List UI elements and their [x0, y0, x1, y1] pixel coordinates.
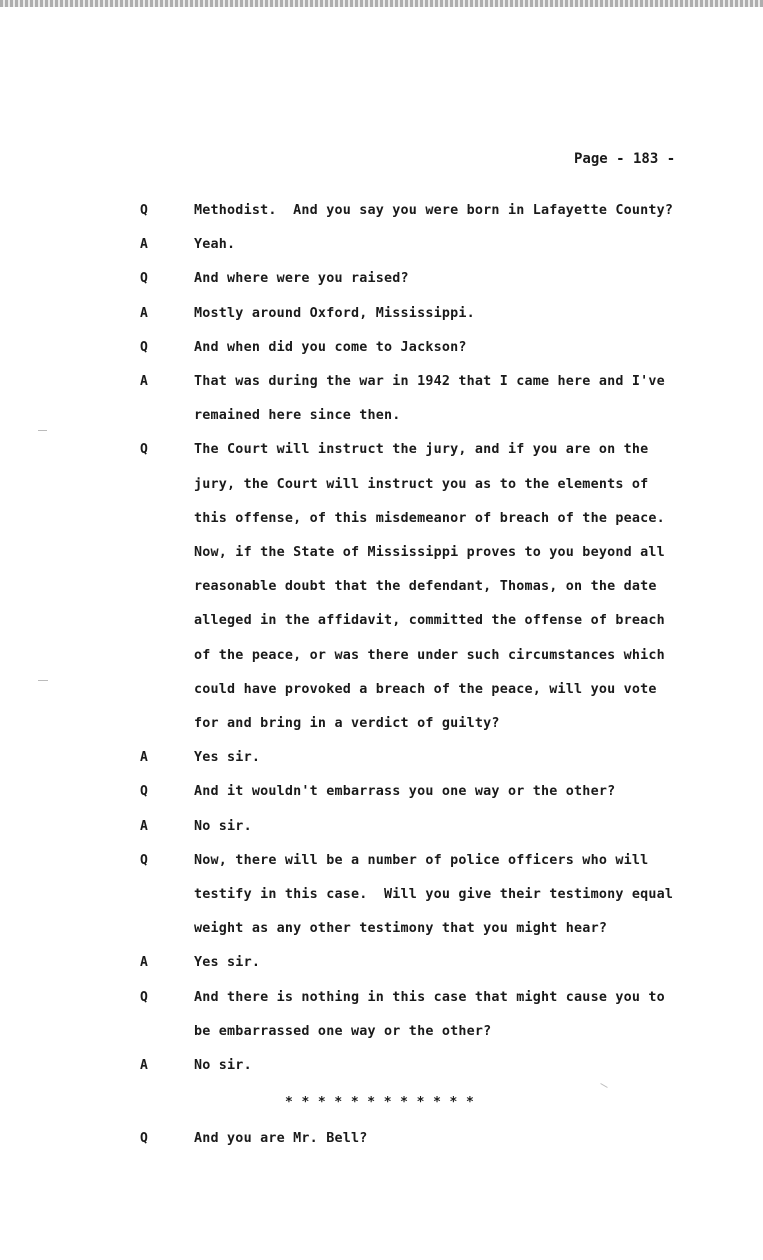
speaker-label: A [140, 305, 148, 321]
entry-text [194, 306, 475, 340]
entry-text [194, 340, 467, 374]
entry-text [194, 271, 409, 305]
speaker-label: Q [140, 339, 148, 355]
entry-line: No sir. [194, 1058, 252, 1073]
entry-text [194, 237, 235, 271]
entry-text [194, 203, 673, 237]
entry-text [194, 442, 665, 750]
entry-text [194, 374, 665, 442]
entry-line: And there is nothing in this case that might cause you to [194, 989, 665, 1005]
scan-top-edge [0, 0, 763, 7]
speaker-label: Q [140, 271, 148, 287]
entry-text [194, 784, 615, 818]
entry-line: And when did you come to Jackson? [194, 339, 467, 355]
entry-line: for and bring in a verdict of guilty? [194, 715, 500, 731]
section-separator: * * * * * * * * * * * * [285, 1095, 475, 1110]
entry-line: Methodist. And you say you were born in Lafayette County? [194, 203, 674, 218]
speaker-label: A [140, 750, 148, 766]
entry-line: No sir. [194, 818, 252, 834]
speaker-label: Q [140, 989, 148, 1005]
scan-mark [38, 680, 48, 681]
speaker-label: Q [140, 442, 148, 458]
speaker-label: A [140, 1058, 148, 1073]
entry-line: And you are Mr. Bell? [194, 1131, 368, 1146]
entry-line: Mostly around Oxford, Mississippi. [194, 305, 475, 321]
entry-line: The Court will instruct the jury, and if you are on the [194, 442, 649, 458]
scan-mark [600, 1083, 607, 1088]
entry-line: alleged in the affidavit, committed the offense of breach [194, 613, 665, 629]
page-number: Page - 183 - [574, 151, 676, 167]
speaker-label: Q [140, 1131, 148, 1146]
entry-text [194, 819, 252, 853]
entry-text [194, 1058, 252, 1092]
entry-text [194, 853, 673, 956]
entry-line: Now, there will be a number of police officers who will [194, 852, 649, 868]
entry-text [194, 750, 260, 784]
speaker-label: Q [140, 784, 148, 800]
entry-line: weight as any other testimony that you might hear? [194, 921, 608, 937]
entry-line: That was during the war in 1942 that I came here and I've [194, 374, 665, 389]
speaker-label: Q [140, 203, 148, 218]
entry-line: And where were you raised? [194, 271, 409, 287]
entry-line: testify in this case. Will you give their testimony equal [194, 886, 674, 902]
entry-line: Now, if the State of Mississippi proves to you beyond all [194, 544, 665, 560]
entry-line: this offense, of this misdemeanor of breach of the peace. [194, 510, 665, 526]
entry-line: And it wouldn't embarrass you one way or the other? [194, 784, 616, 800]
entry-line: could have provoked a breach of the peace, will you vote [194, 681, 657, 697]
speaker-label: A [140, 374, 148, 389]
scan-mark [38, 430, 47, 431]
entry-line: Yes sir. [194, 955, 261, 971]
entry-line: of the peace, or was there under such circumstances which [194, 647, 665, 663]
entry-line: reasonable doubt that the defendant, Thomas, on the date [194, 579, 657, 595]
speaker-label: A [140, 237, 148, 253]
entry-line: be embarrassed one way or the other? [194, 1023, 492, 1039]
entry-text [194, 955, 260, 989]
speaker-label: A [140, 818, 148, 834]
entry-line: remained here since then. [194, 408, 401, 424]
entry-text [194, 990, 665, 1058]
speaker-label: A [140, 955, 148, 971]
entry-line: Yeah. [194, 237, 236, 253]
entry-line: jury, the Court will instruct you as to the elements of [194, 476, 649, 492]
entry-line: Yes sir. [194, 750, 261, 766]
speaker-label: Q [140, 852, 148, 868]
entry-text [194, 1131, 368, 1165]
